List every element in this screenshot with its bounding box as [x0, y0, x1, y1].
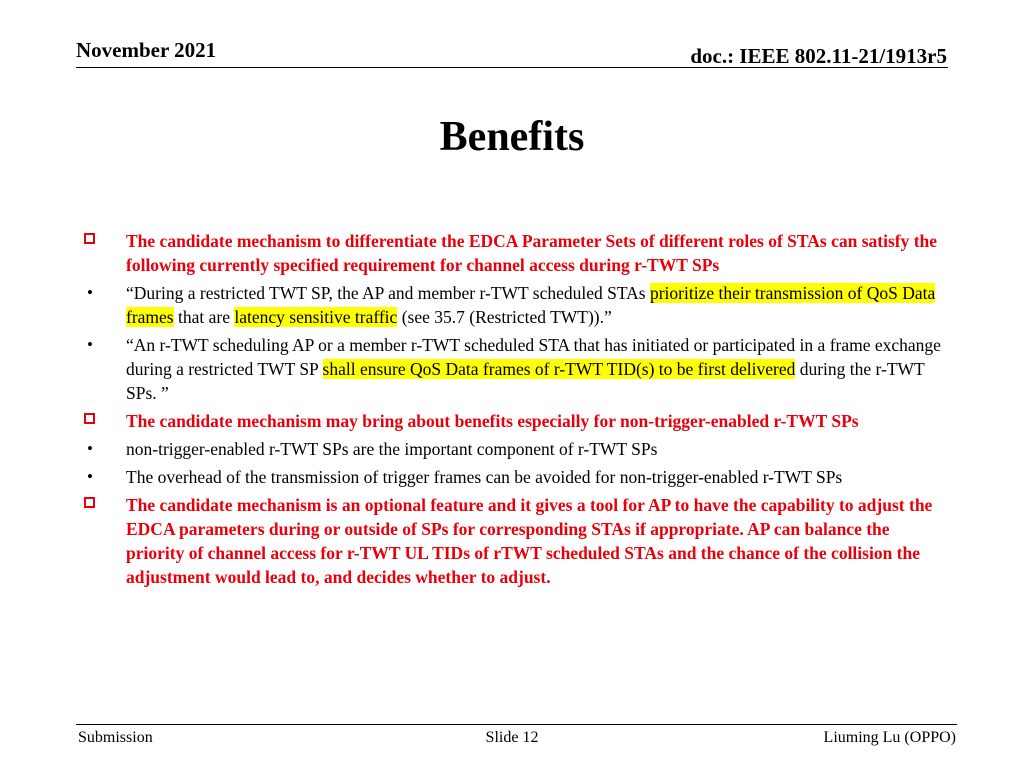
point-component: • non-trigger-enabled r-TWT SPs are the important component of r-TWT SPs — [87, 439, 658, 459]
point-text: The overhead of the transmission of trigger frames can be avoided for non-trigger-enabled r-TWT SPs — [126, 467, 843, 487]
header-date: November 2021 — [76, 38, 217, 62]
point-benefits — [80, 409, 950, 433]
point-text: non-trigger-enabled r-TWT SPs are the important component of r-TWT SPs — [126, 439, 658, 459]
quote-text: that are — [173, 307, 235, 327]
slide-title: Benefits — [439, 114, 585, 160]
footer-slide-number: Slide 12 — [485, 729, 539, 746]
highlighted-text: latency sensitive traffic — [234, 307, 398, 327]
point-restricted-twt-quote: • “During a restricted TWT SP, the AP and member r-TWT scheduled STAs prioritize their transmission of QoS Data frames that are latency sensitive traffic (see 35.7 (Restricted TWT)).” — [87, 283, 936, 327]
point-text: The candidate mechanism is an optional feature and it gives a tool for AP to have the capability to adjust the EDCA parameters during or outside of SPs for corresponding STAs if appropriate. AP can balance the priority of channel access for r-TWT UL TIDs of rTWT scheduled STAs and the chance of the collision the adjustment would lead to, and decides whether to adjust. — [126, 495, 933, 587]
header-divider — [76, 67, 948, 68]
highlighted-text: shall ensure QoS Data frames of r-TWT TID(s) to be first delivered — [322, 359, 796, 379]
quote-text: during the r-TWT SPs. ” — [126, 359, 925, 403]
point-edca-requirement — [80, 229, 950, 277]
footer-submission: Submission — [78, 729, 153, 746]
footer-author: Liuming Lu (OPPO) — [823, 729, 956, 746]
quote-text: (see 35.7 (Restricted TWT)).” — [397, 307, 612, 327]
quote-text: “An r-TWT scheduling AP or a member r-TWT scheduled STA that has initiated or participated in a frame exchange during a restricted TWT SP — [126, 335, 941, 379]
slide-body — [80, 229, 950, 593]
point-text: The candidate mechanism to differentiate the EDCA Parameter Sets of different roles of STAs can satisfy the following currently specified requirement for channel access during r-TWT SPs — [126, 231, 938, 275]
point-optional-feature — [80, 493, 950, 589]
highlighted-text: prioritize their transmission of QoS Data frames — [126, 283, 936, 327]
point-scheduling-ap-quote: • “An r-TWT scheduling AP or a member r-TWT scheduled STA that has initiated or participated in a frame exchange during a restricted TWT SP shall ensure QoS Data frames of r-TWT TID(s) to be first delivered during the r-TWT SPs. ” — [87, 335, 941, 403]
header-doc-id: doc.: IEEE 802.11-21/1913r5 — [690, 44, 947, 68]
point-overhead: • The overhead of the transmission of trigger frames can be avoided for non-trigger-enabled r-TWT SPs — [87, 467, 843, 487]
quote-text: “During a restricted TWT SP, the AP and member r-TWT scheduled STAs — [126, 283, 650, 303]
point-text: The candidate mechanism may bring about benefits especially for non-trigger-enabled r-TWT SPs — [126, 411, 859, 431]
footer-divider — [76, 724, 957, 725]
